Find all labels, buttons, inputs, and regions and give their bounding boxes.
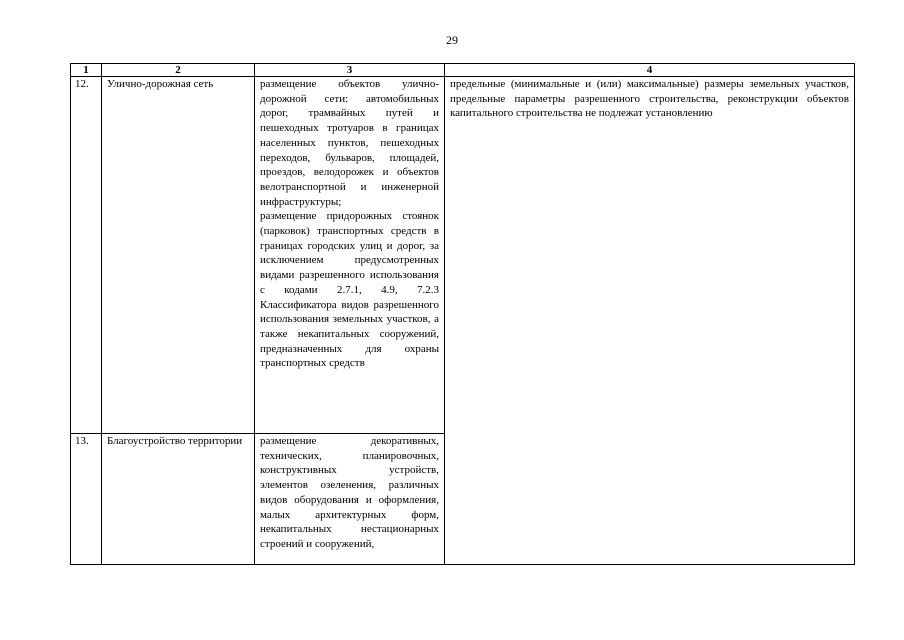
row-number: 13. [71,434,102,565]
column-header-parameters: 4 [445,64,855,77]
description-paragraph: размещение придорожных стоянок (парковок) транспортных средств в границах городских улиц и дорог, за исключением предусмотренных видами разрешенного использования с кодами 2.7.1, 4.9, 7.2.3 Классификатора видов разрешенного использования земельных участков, а также некапитальных сооружений, предназначенных для охраны транспортных средств [260,210,439,370]
row-description [255,434,445,565]
row-name: Улично-дорожная сеть [102,77,255,434]
page-number: 29 [446,33,458,47]
description-paragraph: размещение объектов улично-дорожной сети: автомобильных дорог, трамвайных путей и пешеходных тротуаров в границах населенных пунктов, пешеходных переходов, бульваров, площадей, проездов, велодорожек и объектов велотранспортной и инженерной инфраструктуры; [260,78,439,208]
land-use-table [70,63,855,565]
column-header-description: 3 [255,64,445,77]
column-header-name: 2 [102,64,255,77]
table-row [71,77,855,434]
row-name: Благоустройство территории [102,434,255,565]
column-header-number: 1 [71,64,102,77]
description-paragraph: размещение декоративных, технических, планировочных, конструктивных устройств, элементов озеленения, различных видов оборудования и оформления, малых архитектурных форм, некапитальных нестационарных строений и сооружений, [260,435,439,550]
row-description [255,77,445,434]
row-number: 12. [71,77,102,434]
table-header-row [71,64,855,77]
row-parameters: предельные (минимальные и (или) максимальные) размеры земельных участков, предельные параметры разрешенного строительства, реконструкции объектов капитального строительства не подлежат установлению [445,77,855,565]
